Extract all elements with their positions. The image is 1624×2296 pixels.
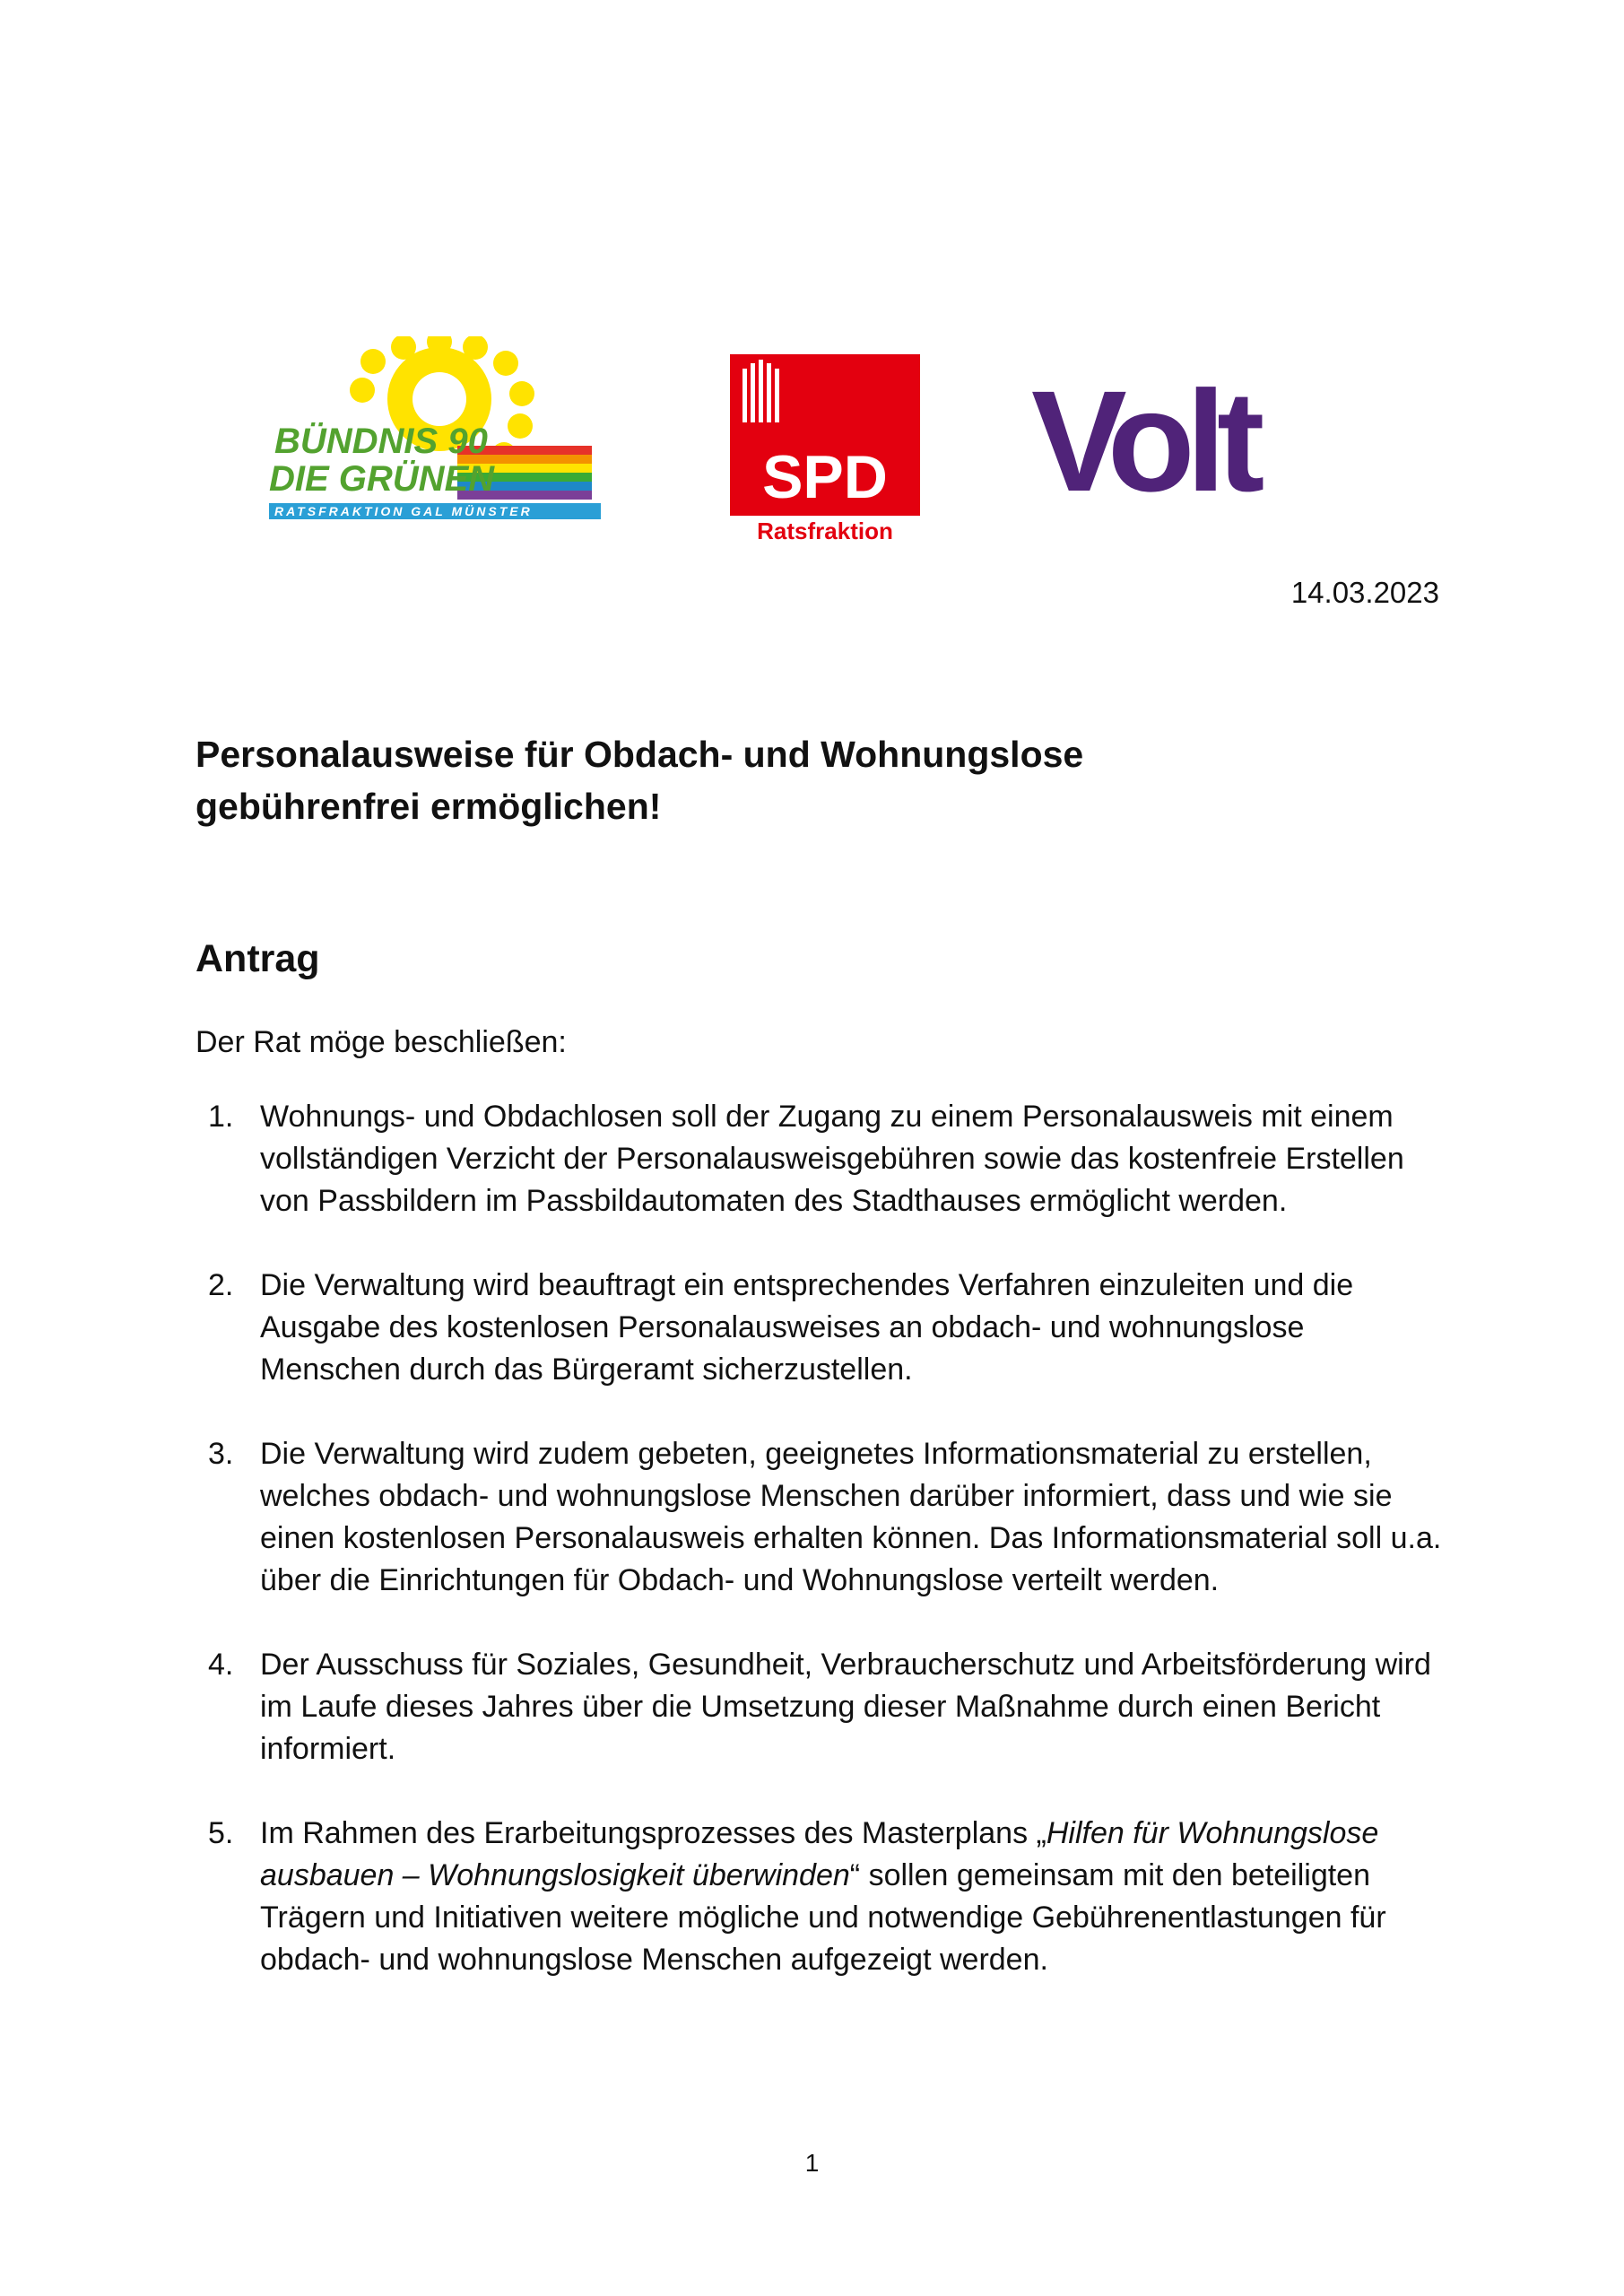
list-item-text: Die Verwaltung wird beauftragt ein entsprechendes Verfahren einzuleiten und die Ausgabe des kostenlosen Personalausweises an obdach- und wohnungslose Menschen durch das Bürgeramt sicherzustellen. bbox=[260, 1268, 1354, 1387]
list-item-text-before: Im Rahmen des Erarbeitungsprozesses des Masterplans „ bbox=[260, 1816, 1046, 1850]
list-item bbox=[195, 1096, 1442, 1222]
spd-logo bbox=[730, 354, 920, 544]
gruene-logo bbox=[269, 336, 610, 534]
volt-logo-name: Volt bbox=[1031, 381, 1256, 498]
page-number: 1 bbox=[804, 2149, 820, 2177]
list-item-text: Wohnungs- und Obdachlosen soll der Zugang zu einem Personalausweis mit einem vollständigen Verzicht der Personalausweisgebühren sowie das kostenfreie Erstellen von Passbildern im Passbildautomaten des Stadthauses ermöglicht werden. bbox=[260, 1100, 1404, 1218]
party-logos bbox=[269, 336, 1345, 552]
list-item-text: Die Verwaltung wird zudem gebeten, geeignetes Informationsmaterial zu erstellen, welches obdach- und wohnungslose Menschen darüber informiert, dass und wie sie einen kostenlosen Personalausweis erhalten können. Das Informationsmaterial soll u.a. über die Einrichtungen für Obdach- und Wohnungslose verteilt werden. bbox=[260, 1437, 1442, 1597]
section-heading: Antrag bbox=[195, 937, 320, 980]
list-item-text-after: “ sollen gemeinsam mit den beteiligten Trägern und Initiativen weitere mögliche und notwendige Gebührenentlastungen für obdach- und wohnungslose Menschen aufgezeigt werden. bbox=[260, 1858, 1386, 1977]
volt-logo bbox=[1031, 381, 1341, 498]
masterplan-title: Hilfen für Wohnungslose ausbauen – Wohnungslosigkeit überwinden bbox=[260, 1816, 1379, 1892]
list-item bbox=[195, 1265, 1442, 1391]
list-item-number: 1. bbox=[208, 1100, 234, 1134]
list-item-number: 4. bbox=[208, 1648, 234, 1682]
intro-text: Der Rat möge beschließen: bbox=[195, 1025, 567, 1059]
document-title-line1: Personalausweise für Obdach- und Wohnungslose bbox=[195, 734, 1084, 775]
spd-logo-sub: Ratsfraktion bbox=[757, 517, 893, 544]
gruene-logo-line3: RATSFRAKTION GAL MÜNSTER bbox=[274, 504, 533, 518]
list-item-text: Der Ausschuss für Soziales, Gesundheit, Verbraucherschutz und Arbeitsförderung wird im Laufe dieses Jahres über die Umsetzung dieser Maßnahme durch einen Bericht informiert. bbox=[260, 1648, 1431, 1766]
document-date: 14.03.2023 bbox=[1290, 576, 1439, 609]
list-item bbox=[195, 1433, 1442, 1602]
list-item-number: 2. bbox=[208, 1268, 234, 1302]
gruene-logo-line2: DIE GRÜNEN bbox=[269, 459, 495, 499]
document-title-line2: gebührenfrei ermöglichen! bbox=[195, 786, 662, 827]
list-item bbox=[195, 1644, 1442, 1770]
list-item-number: 5. bbox=[208, 1816, 234, 1850]
spd-logo-name: SPD bbox=[762, 443, 888, 511]
motion-list bbox=[195, 1096, 1442, 2023]
list-item bbox=[195, 1813, 1442, 1981]
gruene-logo-line1: BÜNDNIS 90 bbox=[274, 422, 488, 461]
document-title bbox=[195, 728, 1433, 832]
list-item-number: 3. bbox=[208, 1437, 234, 1471]
